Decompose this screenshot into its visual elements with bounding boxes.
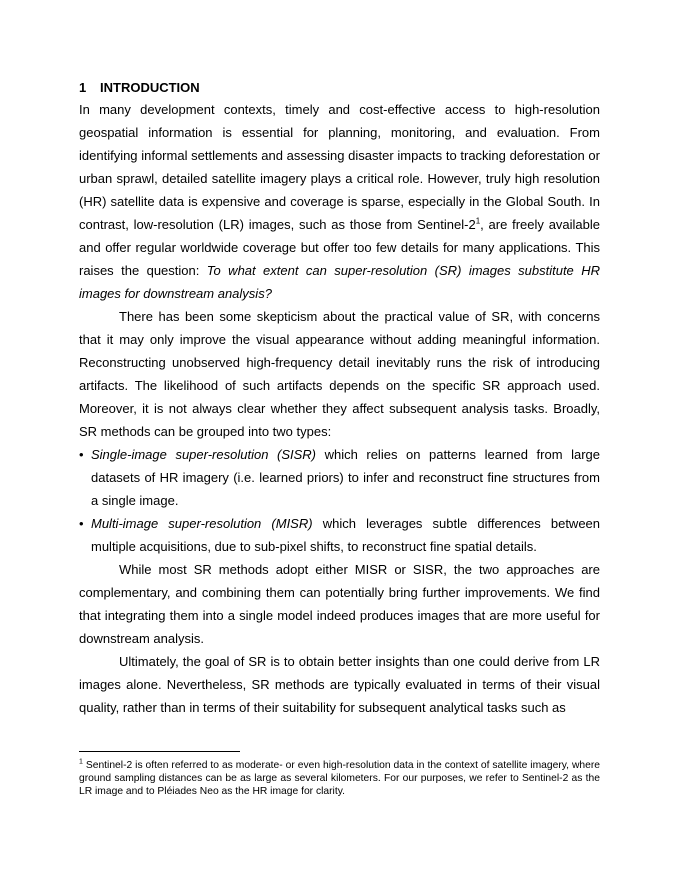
paragraph-evaluation: Ultimately, the goal of SR is to obtain better insights than one could derive from LR images alone. Nevertheless, SR methods are typically evaluated in terms of their visual quality, rather than in terms of their suitability for subsequent analytical tasks such as <box>79 654 600 715</box>
section-title: INTRODUCTION <box>100 80 200 95</box>
list-item-term: Multi-image super-resolution (MISR) <box>91 516 313 531</box>
paragraph-intro-text: In many development contexts, timely and cost-effective access to high-resolution geospatial information is essential for planning, monitoring, and evaluation. From identifying informal settlements and assessing disaster impacts to tracking deforestation or urban sprawl, detailed satellite imagery plays a critical role. However, truly high resolution (HR) satellite data is expensive and coverage is sparse, especially in the Global South. In contrast, low-resolution (LR) images, such as those from Sentinel-2 <box>79 102 600 232</box>
section-number: 1 <box>79 80 87 95</box>
list-item-text: which relies on patterns learned from large datasets of HR imagery (i.e. learned priors) to infer and reconstruct fine structures from a single image. <box>91 447 600 508</box>
footnote-text: Sentinel-2 is often referred to as moderate- or even high-resolution data in the context of satellite imagery, where ground sampling distances can be as large as several kilometers. For our purposes, we refer to Sentinel-2 as the LR image and to Pléiades Neo as the HR image for clarity. <box>79 760 600 797</box>
list-item <box>79 512 600 558</box>
paragraph-intro <box>79 98 600 305</box>
paragraph-intro-text-cont: , are freely available and offer regular worldwide coverage but offer too few details for many applications. This raises the question: <box>79 217 601 278</box>
section-heading <box>79 78 600 98</box>
footnote-divider <box>79 751 240 752</box>
paper-page <box>79 78 600 719</box>
list-item <box>79 443 600 512</box>
bullet-marker: • <box>79 516 84 531</box>
list-item-term: Single-image super-resolution (SISR) <box>91 447 316 462</box>
research-question: To what extent can super-resolution (SR) images substitute HR images for downstream analysis? <box>79 263 600 301</box>
bullet-marker: • <box>79 447 84 462</box>
footnote <box>79 759 600 798</box>
sr-types-list <box>79 443 600 558</box>
footnote-reference: 1 <box>475 216 481 226</box>
footnote-marker: 1 <box>79 758 83 766</box>
paragraph-combination: While most SR methods adopt either MISR or SISR, the two approaches are complementary, and combining them can potentially bring further improvements. We find that integrating them into a single model indeed produces images that are more useful for downstream analysis. <box>79 562 600 646</box>
paragraph-skepticism: There has been some skepticism about the practical value of SR, with concerns that it may only improve the visual appearance without adding meaningful information. Reconstructing unobserved high-frequency detail inevitably runs the risk of introducing artifacts. The likelihood of such artifacts depends on the specific SR approach used. Moreover, it is not always clear whether they affect subsequent analysis tasks. Broadly, SR methods can be grouped into two types: <box>79 309 600 439</box>
list-item-text: which leverages subtle differences between multiple acquisitions, due to sub-pixel shifts, to reconstruct fine spatial details. <box>91 516 601 554</box>
